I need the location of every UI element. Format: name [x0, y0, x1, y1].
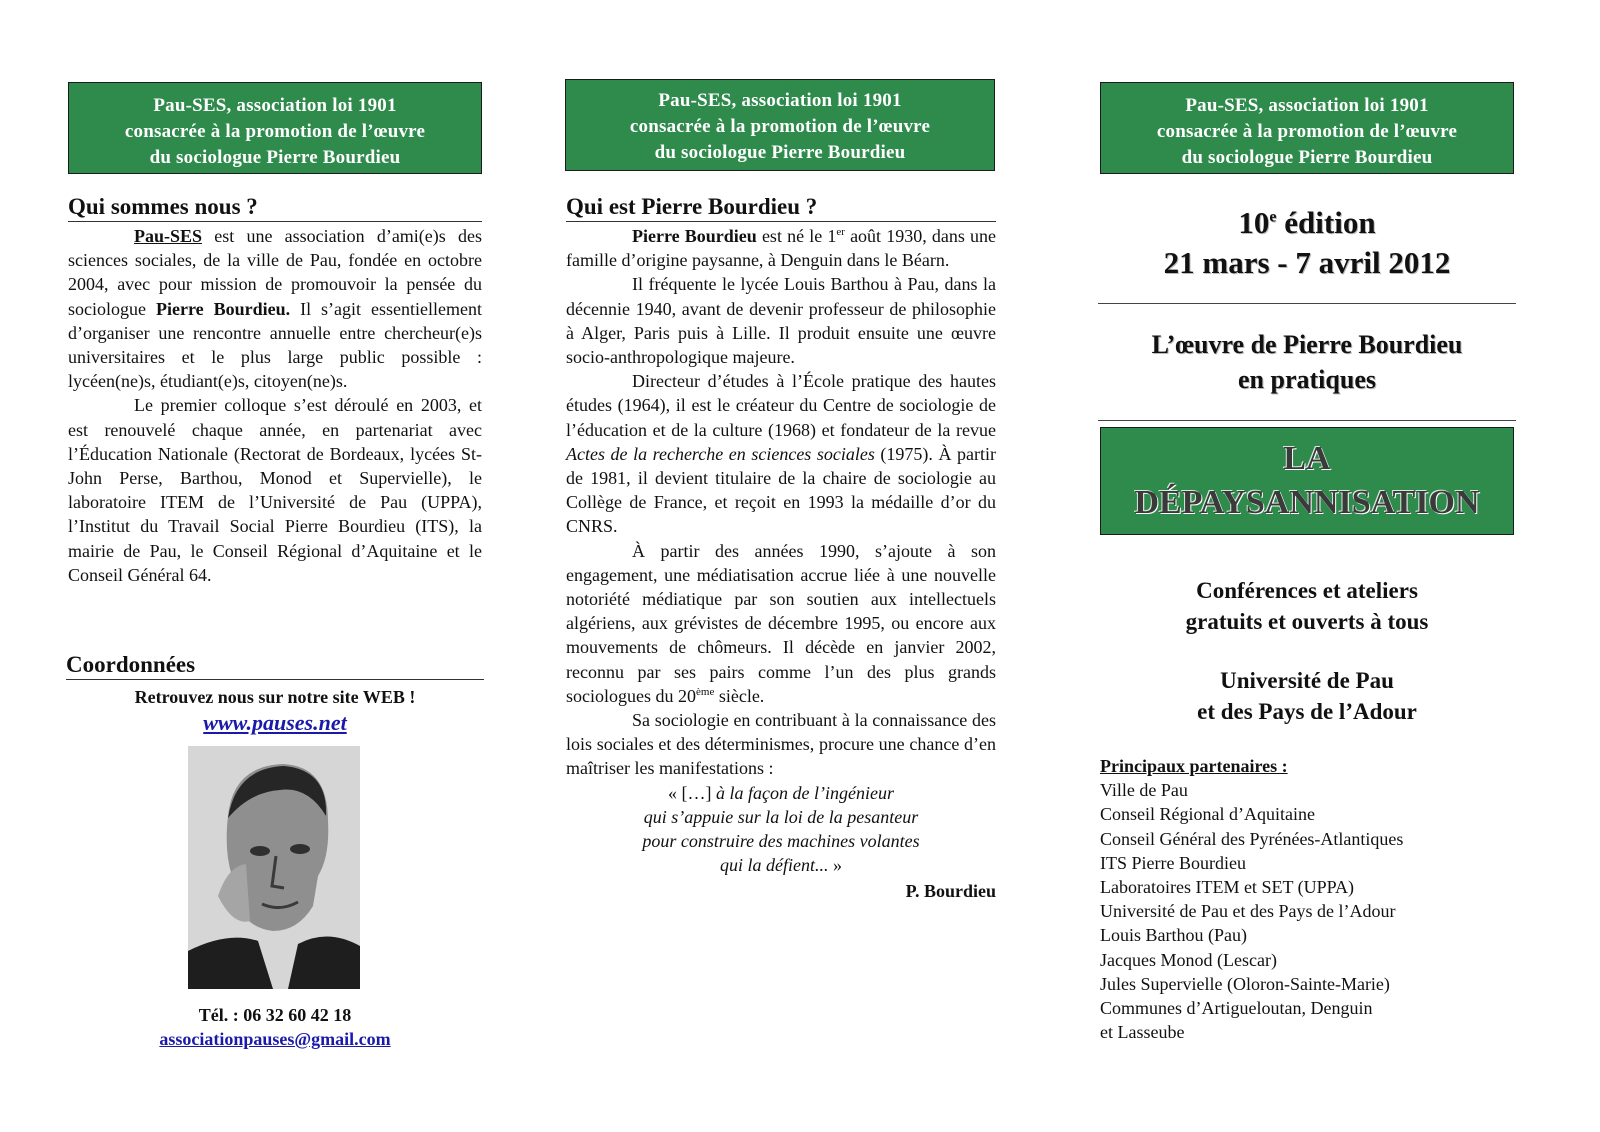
website-link[interactable]: www.pauses.net	[203, 710, 347, 736]
info-line: et des Pays de l’Adour	[1197, 699, 1417, 724]
banner-line: consacrée à la promotion de l’œuvre	[1156, 121, 1458, 142]
bold-name: Pierre Bourdieu.	[155, 298, 291, 319]
who-are-we-heading: Qui sommes nous ?	[68, 193, 482, 222]
banner-line: Pau-SES, association loi 1901	[153, 95, 397, 116]
divider	[1098, 303, 1516, 304]
theme-line: en pratiques	[1238, 365, 1376, 394]
banner-line: Pau-SES, association loi 1901	[1185, 95, 1429, 116]
bourdieu-photo	[188, 746, 360, 989]
partner-item: Communes d’Artigueloutan, Denguin	[1100, 998, 1373, 1019]
partner-item: Jules Supervielle (Oloron-Sainte-Marie)	[1100, 973, 1390, 994]
quote-line: qui la défient...	[720, 855, 829, 876]
banner-line: du sociologue Pierre Bourdieu	[654, 142, 906, 163]
banner-line: consacrée à la promotion de l’œuvre	[124, 121, 426, 142]
contact-footer	[68, 1003, 482, 1051]
association-banner-left	[68, 82, 482, 174]
who-are-we-text	[68, 224, 482, 587]
bourdieu-bio	[566, 224, 996, 904]
web-line: Retrouvez nous sur notre site WEB !	[134, 687, 416, 707]
partner-item: Laboratoires ITEM et SET (UPPA)	[1100, 877, 1354, 898]
journal-title: Actes de la recherche en sciences sociales	[566, 443, 875, 464]
theme-line: L’œuvre de Pierre Bourdieu	[1151, 330, 1463, 359]
partner-item: Louis Barthou (Pau)	[1100, 925, 1247, 946]
partner-item: Jacques Monod (Lescar)	[1100, 949, 1277, 970]
who-is-bourdieu-heading: Qui est Pierre Bourdieu ?	[566, 193, 996, 222]
event-dates: 21 mars - 7 avril 2012	[1163, 245, 1451, 280]
paragraph: Sa sociologie en contribuant à la connaissance des lois sociales et des déterminismes, procure une chance d’en maîtriser les manifestations :	[566, 710, 996, 779]
text-run: À partir des années 1990, s’ajoute à son engagement, une médiatisation accrue liée à une nouvelle notoriété médiatique par son soutien aux intellectuels algériens, aux grévistes de décembre 1995, ou encore aux mouvements de chômeurs. Il décède en janvier 2002, reconnu par ses pairs comme l’un des plus grands sociologues du 20	[566, 540, 996, 706]
quote-line: qui s’appuie sur la loi de la pesanteur	[643, 806, 919, 827]
university-info	[1100, 665, 1514, 727]
association-name: Pau-SES	[134, 226, 203, 246]
partners-list	[1100, 778, 1520, 1044]
partner-item: et Lasseube	[1100, 1022, 1185, 1043]
banner-line: du sociologue Pierre Bourdieu	[1181, 147, 1433, 168]
text-run: (1975). À partir de 1981, il devient titulaire de la chaire de sociologie au Collège de France, et reçoit en 1993 la médaille d’or du CNRS.	[566, 443, 997, 537]
association-banner-middle	[565, 79, 995, 171]
quote-mark: « […]	[668, 782, 717, 803]
association-banner-right	[1100, 82, 1514, 174]
contact-heading: Coordonnées	[66, 651, 484, 680]
paragraph: Le premier colloque s’est déroulé en 2003, et est renouvelé chaque année, en partenariat avec l’Éducation Nationale (Rectorat de Bordeaux, lycées St-John Perse, Barthou, Monod et Supervielle), le laboratoire ITEM de l’Université de Pau (UPPA), l’Institut du Travail Social Pierre Bourdieu (ITS), la mairie de Pau, le Conseil Régional d’Aquitaine et le Conseil Général 64.	[68, 395, 482, 585]
divider	[1098, 420, 1516, 421]
bold-name: Pierre Bourdieu	[632, 226, 757, 246]
edition-title	[1100, 203, 1514, 283]
main-title-line: LA	[1283, 440, 1331, 477]
superscript: e	[1269, 208, 1277, 226]
text-run: août 1930, dans une famille d’origine paysanne, à Denguin dans le Béarn.	[566, 226, 996, 271]
banner-line: consacrée à la promotion de l’œuvre	[629, 116, 931, 137]
paragraph: Il fréquente le lycée Louis Barthou à Pau, dans la décennie 1940, avant de devenir professeur de philosophie à Alger, Paris puis à Lille. Il produit ensuite une œuvre socio-anthropologique majeure.	[566, 274, 996, 368]
quote-mark: »	[828, 855, 842, 876]
info-line: Conférences et ateliers	[1196, 578, 1418, 603]
partners-block	[1100, 754, 1520, 1044]
text-run: est une association d’ami(e)s des sciences sociales, de la ville de Pau, fondée en octobre 2004, avec pour mission de promouvoir la pensée du sociologue	[68, 226, 482, 319]
conferences-info	[1100, 575, 1514, 637]
superscript: er	[836, 226, 845, 238]
edition-word: édition	[1276, 205, 1376, 240]
partner-item: Ville de Pau	[1100, 780, 1188, 801]
quote-line: à la façon de l’ingénieur	[716, 782, 894, 803]
text-run: Il s’agit essentiellement d’organiser une rencontre annuelle entre chercheur(e)s universitaires et le plus large public possible : lycéen(ne)s, étudiant(e)s, citoyen(ne)s.	[68, 298, 482, 392]
partner-item: Conseil Régional d’Aquitaine	[1100, 804, 1315, 825]
main-title-box	[1100, 427, 1514, 535]
quote-line: pour construire des machines volantes	[642, 831, 920, 852]
info-line: gratuits et ouverts à tous	[1185, 609, 1429, 634]
text-run: est né le 1	[756, 226, 837, 246]
telephone: Tél. : 06 32 60 42 18	[198, 1005, 352, 1025]
portrait-icon	[188, 746, 360, 989]
partner-item: Conseil Général des Pyrénées-Atlantiques	[1100, 828, 1404, 849]
text-run: siècle.	[714, 685, 765, 706]
main-title-line: DÉPAYSANNISATION	[1134, 484, 1480, 521]
partner-item: Université de Pau et des Pays de l’Adour	[1100, 901, 1396, 922]
partners-heading: Principaux partenaires :	[1100, 756, 1288, 776]
info-line: Université de Pau	[1220, 668, 1394, 693]
quote	[566, 781, 996, 878]
banner-line: du sociologue Pierre Bourdieu	[149, 147, 401, 168]
superscript: ème	[696, 685, 715, 698]
email-link[interactable]: associationpauses@gmail.com	[159, 1029, 391, 1050]
edition-number: 10	[1238, 205, 1270, 240]
text-run: Directeur d’études à l’École pratique des hautes études (1964), il est le créateur du Centre de sociologie de l’éducation et de la culture (1968) et fondateur de la revue	[566, 371, 996, 440]
quote-signature: P. Bourdieu	[905, 881, 996, 902]
partner-item: ITS Pierre Bourdieu	[1100, 852, 1246, 873]
contact-block	[68, 685, 482, 737]
theme-title	[1100, 327, 1514, 397]
banner-line: Pau-SES, association loi 1901	[658, 90, 902, 111]
